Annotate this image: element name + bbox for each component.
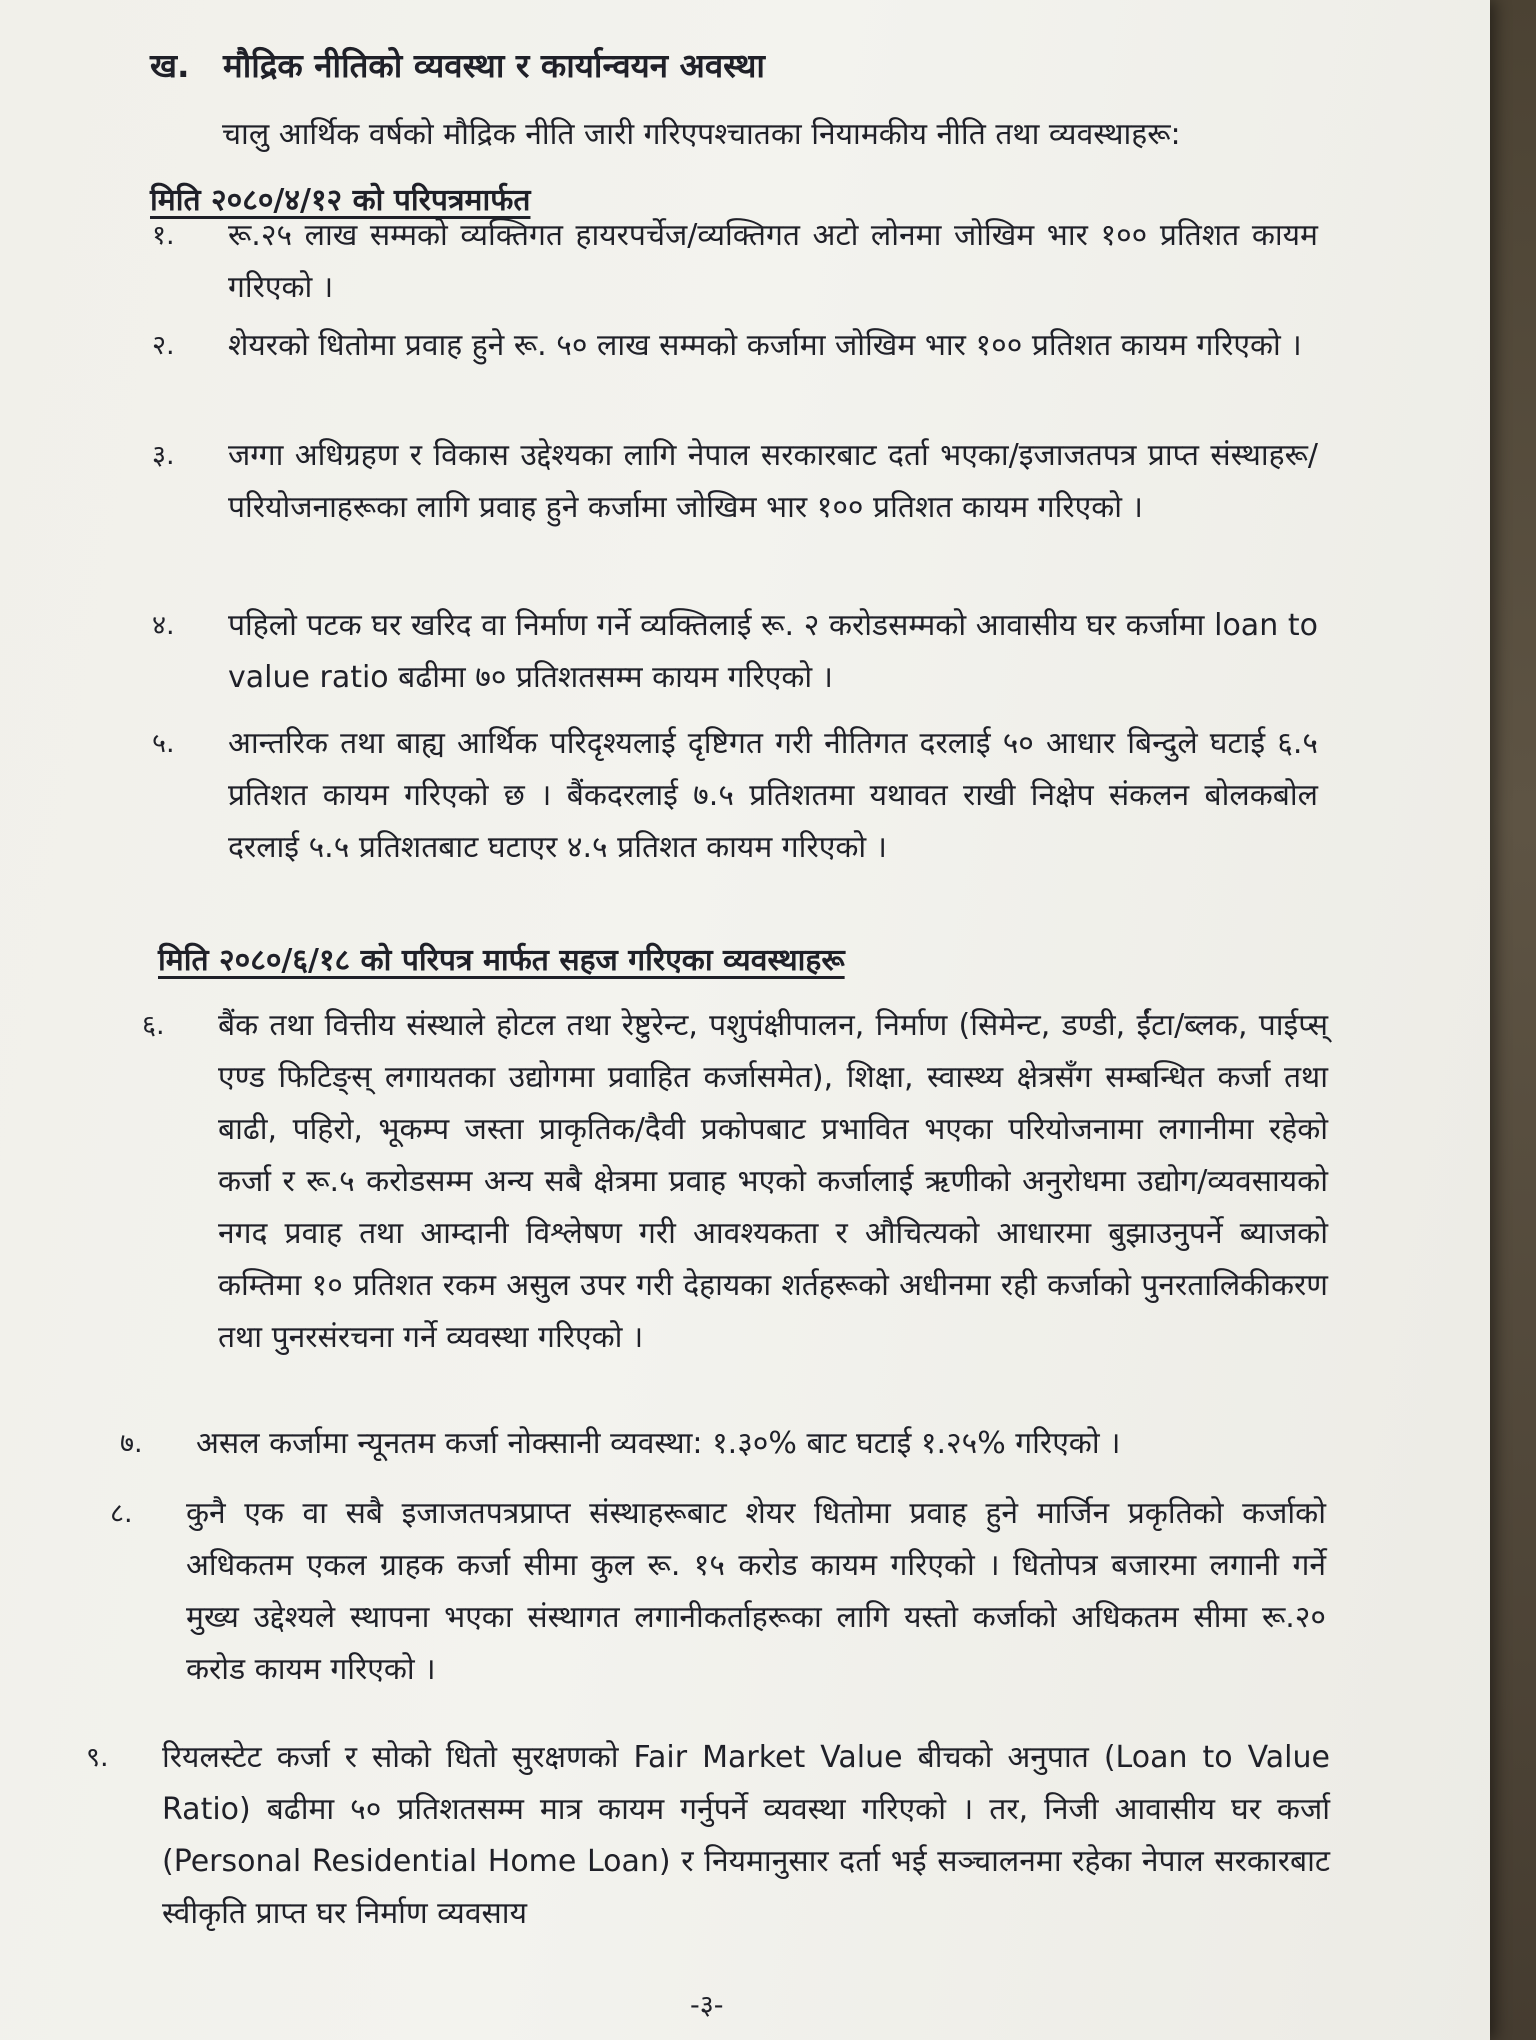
section-title-circular-1: मिति २०८०/४/१२ को परिपत्रमार्फत xyxy=(150,183,531,218)
list-item xyxy=(110,1488,1326,1696)
item-number: ९. xyxy=(86,1742,109,1773)
item-text: कुनै एक वा सबै इजाजतपत्रप्राप्त संस्थाहरूबाट शेयर धितोमा प्रवाह हुने मार्जिन प्रकृतिको कर्जाको अधिकतम एकल ग्राहक कर्जा सीमा कुल रू. १५ करोड कायम गरिएको । धितोपत्र बजारमा लगानी गर्ने मुख्य उद्देश्यले स्थापना भएका संस्थागत लगानीकर्ताहरूका लागि यस्तो कर्जाको अधिकतम सीमा रू.२० करोड कायम गरिएको । xyxy=(186,1496,1326,1687)
list-item xyxy=(142,1000,1328,1364)
item-text: असल कर्जामा न्यूनतम कर्जा नोक्सानी व्यवस्था: १.३०% बाट घटाई १.२५% गरिएको । xyxy=(196,1426,1121,1461)
list-item xyxy=(152,718,1318,874)
item-number: ७. xyxy=(120,1428,143,1459)
list-item xyxy=(152,320,1318,372)
list-item xyxy=(152,210,1318,314)
item-number: ३. xyxy=(152,440,175,471)
item-number: १. xyxy=(152,220,175,251)
item-text: रियलस्टेट कर्जा र सोको धितो सुरक्षणको Fair Market Value बीचको अनुपात (Loan to Value Ratio) बढीमा ५० प्रतिशतसम्म मात्र कायम गर्नुपर्ने व्यवस्था गरिएको । तर, निजी आवासीय घर कर्जा (Personal Residential Home Loan) र नियमानुसार दर्ता भई सञ्चालनमा रहेका नेपाल सरकारबाट स्वीकृति प्राप्त घर निर्माण व्यवसाय xyxy=(162,1740,1330,1931)
item-number: ८. xyxy=(110,1498,133,1529)
item-text: रू.२५ लाख सम्मको व्यक्तिगत हायरपर्चेज/व्यक्तिगत अटो लोनमा जोखिम भार १०० प्रतिशत कायम गरिएको । xyxy=(228,218,1318,305)
heading-marker: ख. xyxy=(150,46,190,85)
item-number: २. xyxy=(152,330,175,361)
item-text: आन्तरिक तथा बाह्य आर्थिक परिदृश्यलाई दृष्टिगत गरी नीतिगत दरलाई ५० आधार बिन्दुले घटाई ६.५ प्रतिशत कायम गरिएको छ । बैंकदरलाई ७.५ प्रतिशतमा यथावत राखी निक्षेप संकलन बोलकबोल दरलाई ५.५ प्रतिशतबाट घटाएर ४.५ प्रतिशत कायम गरिएको । xyxy=(228,726,1318,865)
item-text: जग्गा अधिग्रहण र विकास उद्देश्यका लागि नेपाल सरकारबाट दर्ता भएका/इजाजतपत्र प्राप्त संस्थाहरू/परियोजनाहरूका लागि प्रवाह हुने कर्जामा जोखिम भार १०० प्रतिशत कायम गरिएको । xyxy=(228,438,1318,525)
item-number: ६. xyxy=(142,1010,165,1041)
list-item xyxy=(152,430,1318,534)
item-text: शेयरको धितोमा प्रवाह हुने रू. ५० लाख सम्मको कर्जामा जोखिम भार १०० प्रतिशत कायम गरिएको । xyxy=(228,328,1302,363)
section-heading xyxy=(150,42,765,87)
item-text: बैंक तथा वित्तीय संस्थाले होटल तथा रेष्टुरेन्ट, पशुपंक्षीपालन, निर्माण (सिमेन्ट, डण्डी, ईंटा/ब्लक, पाईप्स् एण्ड फिटिङ्स् लगायतका उद्योगमा प्रवाहित कर्जासमेत), शिक्षा, स्वास्थ्य क्षेत्रसँग सम्बन्धित कर्जा तथा बाढी, पहिरो, भूकम्प जस्ता प्राकृतिक/दैवी प्रकोपबाट प्रभावित भएका परियोजनामा लगानीमा रहेको कर्जा र रू.५ करोडसम्म अन्य सबै क्षेत्रमा प्रवाह भएको कर्जालाई ऋणीको अनुरोधमा उद्योग/व्यवसायको नगद प्रवाह तथा आम्दानी विश्लेषण गरी आवश्यकता र औचित्यको आधारमा बुझाउनुपर्ने ब्याजको कम्तिमा १० प्रतिशत रकम असुल उपर गरी देहायका शर्तहरूको अधीनमा रही कर्जाको पुनरतालिकीकरण तथा पुनरसंरचना गर्ने व्यवस्था गरिएको । xyxy=(218,1008,1328,1355)
list-item xyxy=(120,1418,1326,1470)
item-number: ४. xyxy=(152,610,175,641)
item-number: ५. xyxy=(152,728,175,759)
item-text: पहिलो पटक घर खरिद वा निर्माण गर्ने व्यक्तिलाई रू. २ करोडसम्मको आवासीय घर कर्जामा loan to value ratio बढीमा ७० प्रतिशतसम्म कायम गरिएको । xyxy=(228,608,1318,695)
page-number: -३- xyxy=(690,1990,724,2021)
intro-line: चालु आर्थिक वर्षको मौद्रिक नीति जारी गरिएपश्चातका नियामकीय नीति तथा व्यवस्थाहरू: xyxy=(222,117,1181,152)
list-item xyxy=(152,600,1318,704)
section-title-circular-2: मिति २०८०/६/१८ को परिपत्र मार्फत सहज गरिएका व्यवस्थाहरू xyxy=(158,943,845,978)
list-item xyxy=(86,1732,1330,1940)
heading-title: मौद्रिक नीतिको व्यवस्था र कार्यान्वयन अवस्था xyxy=(223,46,765,85)
